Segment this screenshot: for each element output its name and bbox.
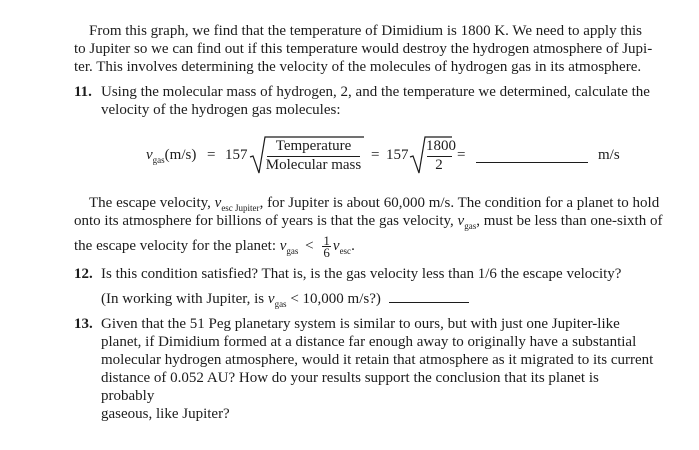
formula-v-subscript: gas bbox=[152, 155, 165, 165]
v-gas-symbol-3: v bbox=[267, 291, 275, 307]
intro-line-2: to Jupiter so we can find out if this temperature would destroy the hydrogen atmosphere of Jupi- bbox=[74, 41, 653, 57]
formula-coefficient-1: 157 bbox=[225, 147, 248, 163]
v-gas-subscript-3: gas bbox=[274, 299, 287, 309]
question-line-1: Is this condition satisfied? That is, is the gas velocity less than 1/6 the escape velocity? bbox=[101, 266, 622, 282]
period: . bbox=[351, 237, 355, 254]
question-text bbox=[101, 315, 654, 423]
question-text-2b: < 10,000 m/s?) bbox=[286, 291, 381, 307]
question-line-4: distance of 0.052 AU? How do your results support the conclusion that its planet is probably bbox=[101, 370, 599, 404]
fraction-1-numerator: Temperature bbox=[275, 138, 352, 154]
question-text-2a: (In working with Jupiter, is bbox=[101, 291, 268, 307]
v-esc-jupiter-subscript: esc Jupiter bbox=[221, 203, 260, 213]
fraction-2-denominator: 2 bbox=[435, 157, 443, 173]
formula-coefficient-2: 157 bbox=[386, 147, 409, 163]
escape-line-3 bbox=[74, 235, 355, 260]
one-sixth-fraction bbox=[322, 235, 331, 258]
v-esc-jupiter-symbol: v bbox=[214, 195, 222, 211]
formula-unit: m/s bbox=[598, 147, 620, 163]
question-12-line-2 bbox=[101, 290, 469, 313]
question-line-2: planet, if Dimidium formed at a distance far enough away to originally have a substantial bbox=[101, 334, 637, 350]
less-than-sign: < bbox=[305, 237, 314, 254]
formula-v-unit: (m/s) bbox=[164, 147, 197, 163]
question-number: 13. bbox=[74, 316, 93, 332]
intro-paragraph bbox=[74, 22, 654, 76]
escape-line-2 bbox=[74, 212, 662, 235]
question-line-3: molecular hydrogen atmosphere, would it retain that atmosphere as it migrated to its current bbox=[101, 352, 654, 368]
v-gas-symbol-2: v bbox=[279, 237, 287, 254]
question-line-1: Given that the 51 Peg planetary system is similar to ours, but with just one Jupiter-like bbox=[101, 316, 620, 332]
question-line-2: velocity of the hydrogen gas molecules: bbox=[101, 102, 341, 118]
v-esc-subscript: esc bbox=[339, 245, 352, 256]
fraction-denominator: 6 bbox=[323, 245, 330, 260]
formula-lhs bbox=[146, 147, 196, 165]
escape-text-2a: onto its atmosphere for billions of years is that the gas velocity, bbox=[74, 213, 458, 229]
question-13 bbox=[74, 315, 654, 423]
formula-equals-1: = bbox=[207, 147, 216, 163]
escape-text-1b: , for Jupiter is about 60,000 m/s. The condition for a planet to hold bbox=[259, 195, 660, 211]
formula-v-symbol: v bbox=[146, 147, 153, 163]
escape-text-1a: The escape velocity, bbox=[89, 195, 215, 211]
question-number: 11. bbox=[74, 84, 92, 100]
question-number: 12. bbox=[74, 266, 93, 282]
v-gas-symbol: v bbox=[457, 213, 465, 229]
escape-text-2b: , must be less than one-sixth of bbox=[476, 213, 663, 229]
question-12 bbox=[74, 265, 654, 283]
fraction-1-denominator: Molecular mass bbox=[265, 157, 362, 173]
question-line-1: Using the molecular mass of hydrogen, 2, and the temperature we determined, calculate the bbox=[101, 84, 650, 100]
answer-blank-11[interactable] bbox=[476, 162, 588, 163]
question-text bbox=[101, 265, 654, 283]
intro-line-3: ter. This involves determining the velocity of the molecules of hydrogen gas in its atmosphere. bbox=[74, 59, 642, 75]
answer-blank-12[interactable] bbox=[389, 302, 469, 303]
v-gas-subscript: gas bbox=[464, 221, 477, 231]
escape-text-3a: the escape velocity for the planet: bbox=[74, 237, 280, 254]
velocity-formula bbox=[146, 135, 620, 175]
formula-equals-3: = bbox=[457, 147, 466, 163]
v-esc-symbol: v bbox=[332, 237, 340, 254]
intro-line-1: From this graph, we find that the temperature of Dimidium is 1800 K. We need to apply this bbox=[89, 23, 643, 39]
fraction-2-numerator: 1800 bbox=[426, 138, 456, 154]
v-gas-subscript-2: gas bbox=[286, 245, 299, 256]
question-text bbox=[101, 83, 654, 119]
question-11 bbox=[74, 83, 654, 119]
fraction-numerator: 1 bbox=[323, 233, 330, 248]
formula-equals-2: = bbox=[371, 147, 380, 163]
question-line-5: gaseous, like Jupiter? bbox=[101, 406, 230, 422]
